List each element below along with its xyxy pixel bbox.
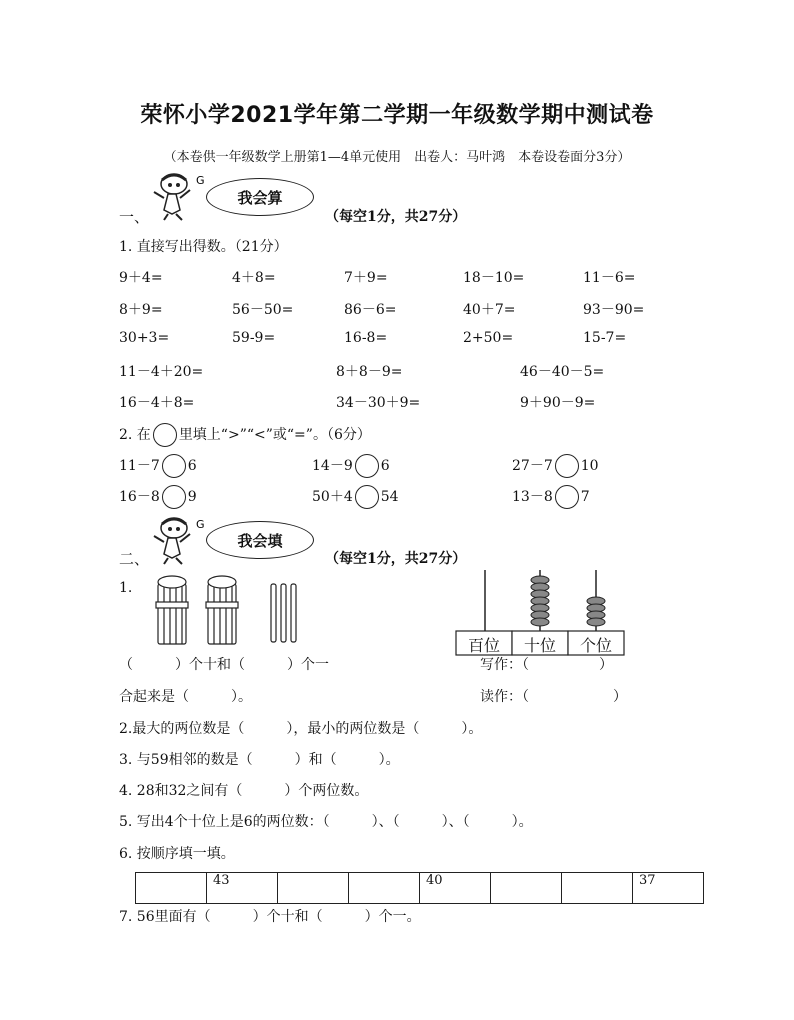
abacus-label: 十位 — [523, 636, 556, 655]
compare-right: 6 — [380, 458, 390, 474]
sequence-cell[interactable] — [562, 873, 633, 904]
abacus-label: 百位 — [467, 636, 500, 655]
compare-item — [119, 454, 197, 478]
sequence-cell[interactable] — [136, 873, 207, 904]
compare-right: 6 — [187, 458, 197, 474]
calc-item: 56－50= — [232, 302, 294, 318]
calc-item: 15-7= — [583, 330, 627, 346]
stick-bundles-icon — [150, 574, 310, 648]
calc-item: 16－4＋8= — [119, 395, 195, 411]
section2-points: （每空1分，共27分） — [325, 551, 467, 567]
sequence-cell: 40 — [420, 873, 491, 904]
s2-q3: 3. 与59相邻的数是（ ）和（ ）。 — [119, 752, 400, 768]
compare-left: 11－7 — [119, 458, 160, 474]
section1-number: 一、 — [119, 208, 150, 226]
compare-left: 14－9 — [312, 458, 353, 474]
page-subtitle: （本卷供一年级数学上册第1—4单元使用 出卷人：马叶鸿 本卷设卷面分3分） — [163, 150, 631, 165]
calc-item: 2+50= — [463, 330, 514, 346]
q2-prefix: 2. 在 — [119, 427, 151, 443]
sequence-table — [135, 872, 704, 904]
answer-circle[interactable] — [162, 485, 186, 509]
answer-circle[interactable] — [555, 454, 579, 478]
sequence-cell: 37 — [633, 873, 704, 904]
calc-item: 11－4＋20= — [119, 364, 204, 380]
calc-item: 8＋8－9= — [336, 364, 403, 380]
s2-q5: 5. 写出4个十位上是6的两位数：（ ）、（ ）、（ ）。 — [119, 814, 533, 830]
s2-q1-blank: （ ）个十和（ ）个一 — [119, 657, 329, 673]
calc-item: 8＋9= — [119, 302, 163, 318]
s1-q1-label: 1. 直接写出得数。（21分） — [119, 239, 288, 255]
compare-item — [119, 485, 197, 509]
calc-item: 4＋8= — [232, 270, 276, 286]
s1-q2-label — [119, 423, 371, 447]
compare-left: 27－7 — [512, 458, 553, 474]
cartoon-mascot-icon — [150, 514, 208, 566]
section1-points: （每空1分，共27分） — [325, 209, 467, 225]
section2-number: 二、 — [119, 550, 150, 568]
s2-q2: 2.最大的两位数是（ ），最小的两位数是（ ）。 — [119, 721, 483, 737]
s2-q1-total: 合起来是（ ）。 — [119, 689, 252, 705]
s2-q7: 7. 56里面有（ ）个十和（ ）个一。 — [119, 909, 421, 925]
svg-text:G: G — [196, 518, 205, 531]
calc-item: 9＋4= — [119, 270, 163, 286]
calc-item: 7＋9= — [344, 270, 388, 286]
calc-item: 40＋7= — [463, 302, 516, 318]
write-label: 写作：（ ） — [480, 657, 613, 673]
section1-bubble: 我会算 — [206, 178, 314, 216]
compare-right: 54 — [380, 489, 399, 505]
compare-item — [312, 454, 390, 478]
compare-right: 9 — [187, 489, 197, 505]
sequence-cell[interactable] — [278, 873, 349, 904]
answer-circle[interactable] — [355, 485, 379, 509]
q2-suffix: 里填上“>”“<”或“=”。（6分） — [178, 427, 371, 443]
s2-q4: 4. 28和32之间有（ ）个两位数。 — [119, 783, 369, 799]
calc-item: 34－30＋9= — [336, 395, 421, 411]
cartoon-mascot-icon — [150, 170, 208, 222]
calc-item: 16-8= — [344, 330, 388, 346]
sequence-cell[interactable] — [349, 873, 420, 904]
abacus-label: 个位 — [579, 636, 612, 655]
section2-bubble: 我会填 — [206, 521, 314, 559]
calc-item: 30+3= — [119, 330, 170, 346]
calc-item: 86－6= — [344, 302, 397, 318]
sequence-cell: 43 — [207, 873, 278, 904]
s2-q1-number: 1. — [119, 580, 133, 596]
compare-item — [512, 485, 590, 509]
calc-item: 93－90= — [583, 302, 645, 318]
answer-circle[interactable] — [162, 454, 186, 478]
compare-circle-icon — [153, 423, 177, 447]
compare-right: 10 — [580, 458, 599, 474]
s2-q6: 6. 按顺序填一填。 — [119, 846, 235, 862]
compare-left: 16－8 — [119, 489, 160, 505]
calc-item: 18－10= — [463, 270, 525, 286]
answer-circle[interactable] — [555, 485, 579, 509]
answer-circle[interactable] — [355, 454, 379, 478]
calc-item: 46－40－5= — [520, 364, 605, 380]
read-label: 读作：（ ） — [480, 689, 627, 705]
compare-item — [312, 485, 399, 509]
svg-text:G: G — [196, 174, 205, 187]
calc-item: 59-9= — [232, 330, 276, 346]
page-title: 荣怀小学2021学年第二学期一年级数学期中测试卷 — [140, 103, 654, 128]
compare-right: 7 — [580, 489, 590, 505]
compare-left: 50＋4 — [312, 489, 353, 505]
compare-item — [512, 454, 599, 478]
calc-item: 11－6= — [583, 270, 636, 286]
sequence-cell[interactable] — [491, 873, 562, 904]
compare-left: 13－8 — [512, 489, 553, 505]
calc-item: 9＋90－9= — [520, 395, 596, 411]
